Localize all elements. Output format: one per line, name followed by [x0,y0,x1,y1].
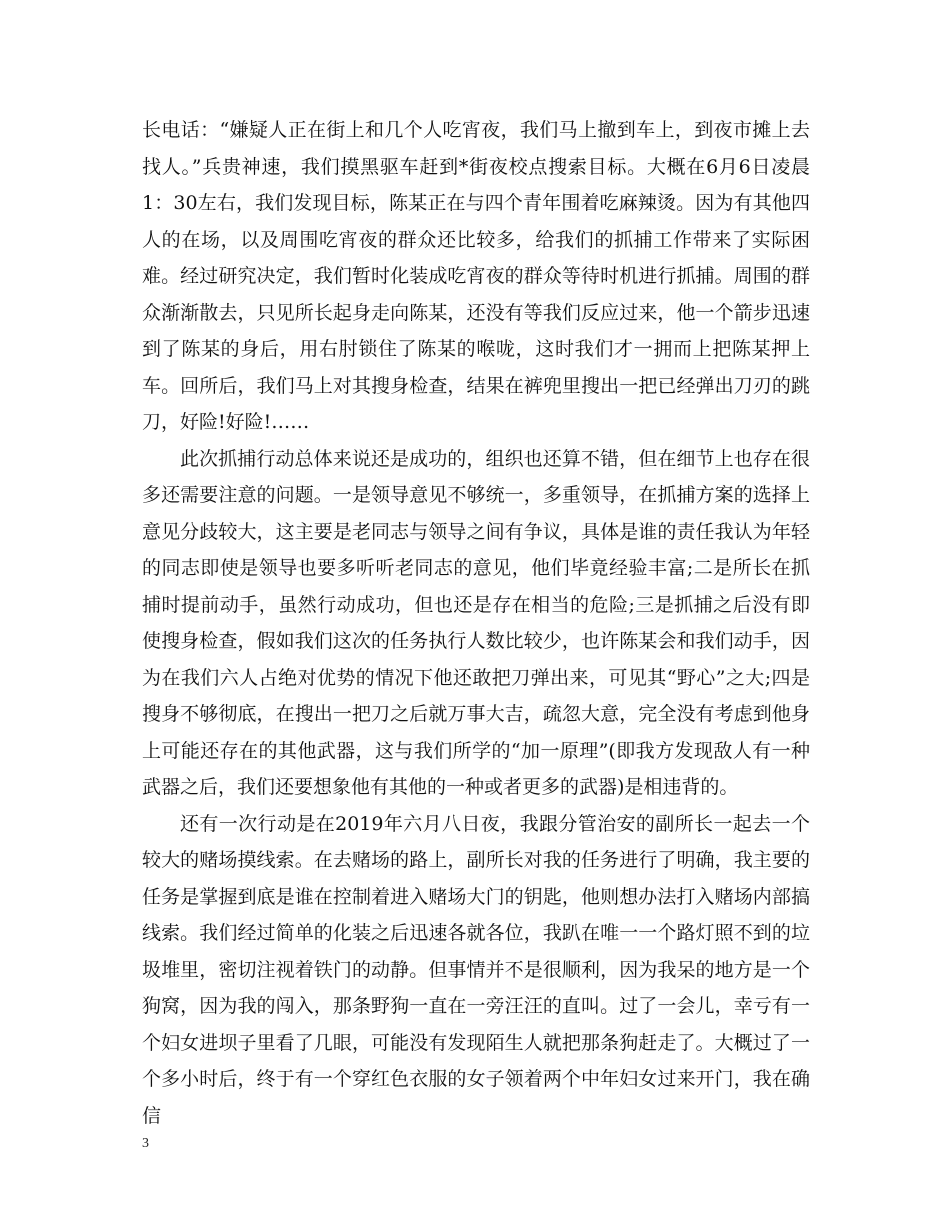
paragraph-continued: 长电话：“嫌疑人正在街上和几个人吃宵夜，我们马上撤到车上，到夜市摊上去找人。”兵贵神速，我们摸黑驱车赶到*街夜校点搜索目标。大概在6月6日凌晨1：30左右，我们发现目标，陈某正在与四个青年围着吃麻辣烫。因为有其他四人的在场，以及周围吃宵夜的群众还比较多，给我们的抓捕工作带来了实际困难。经过研究决定，我们暂时化装成吃宵夜的群众等待时机进行抓捕。周围的群众渐渐散去，只见所长起身走向陈某，还没有等我们反应过来，他一个箭步迅速到了陈某的身后，用右肘锁住了陈某的喉咙，这时我们才一拥而上把陈某押上车。回所后，我们马上对其搜身检查，结果在裤兜里搜出一把已经弹出刀刃的跳刀，好险!好险!…… [142,119,810,433]
page-number: 3 [142,1136,149,1151]
paragraph-evaluation: 此次抓捕行动总体来说还是成功的，组织也还算不错，但在细节上也存在很多还需要注意的问题。一是领导意见不够统一，多重领导，在抓捕方案的选择上意见分歧较大，这主要是老同志与领导之间有争议，具体是谁的责任我认为年轻的同志即使是领导也要多听听老同志的意见，他们毕竟经验丰富;二是所长在抓捕时提前动手，虽然行动成功，但也还是存在相当的危险;三是抓捕之后没有即使搜身检查，假如我们这次的任务执行人数比较少，也许陈某会和我们动手，因为在我们六人占绝对优势的情况下他还敢把刀弹出来，可见其“野心”之大;四是搜身不够彻底，在搜出一把刀之后就万事大吉，疏忽大意，完全没有考虑到他身上可能还存在的其他武器，这与我们所学的“加一原理”(即我方发现敌人有一种武器之后，我们还要想象他有其他的一种或者更多的武器)是相违背的。 [142,447,810,798]
document-body [142,112,810,1134]
paragraph-second-operation: 还有一次行动是在2019年六月八日夜，我跟分管治安的副所长一起去一个较大的赌场摸线索。在去赌场的路上，副所长对我的任务进行了明确，我主要的任务是掌握到底是谁在控制着进入赌场大门的钥匙，他则想办法打入赌场内部搞线索。我们经过简单的化装之后迅速各就各位，我趴在唯一一个路灯照不到的垃圾堆里，密切注视着铁门的动静。但事情并不是很顺利，因为我呆的地方是一个狗窝，因为我的闯入，那条野狗一直在一旁汪汪的直叫。过了一会儿，幸亏有一个妇女进坝子里看了几眼，可能没有发现陌生人就把那条狗赶走了。大概过了一个多小时后，终于有一个穿红色衣服的女子领着两个中年妇女过来开门，我在确信 [142,812,810,1127]
